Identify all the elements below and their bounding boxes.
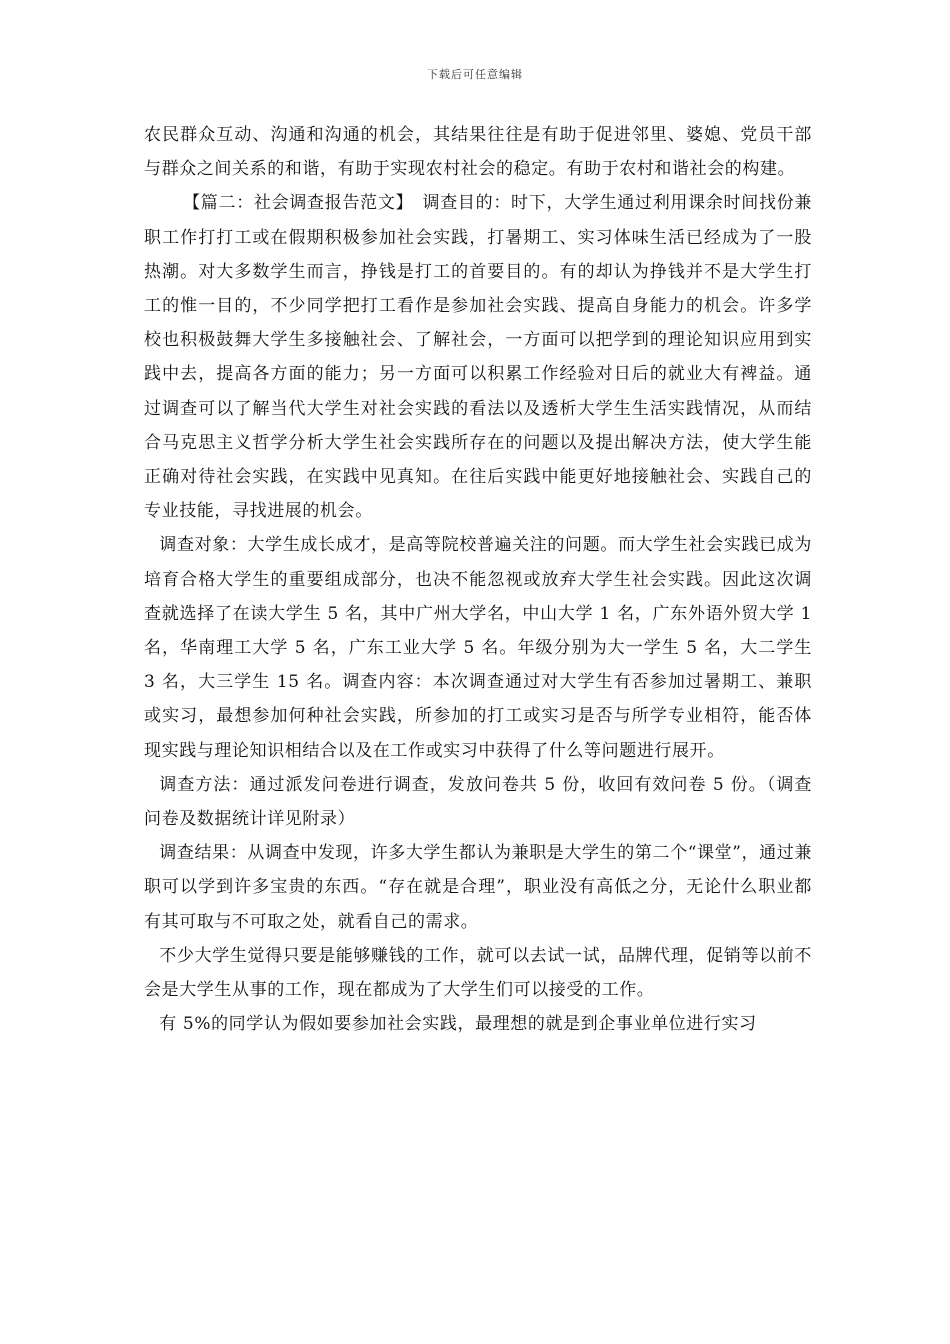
page-header: 下载后可任意编辑 xyxy=(427,68,523,81)
paragraph-survey-results: 调查结果：从调查中发现，许多大学生都认为兼职是大学生的第二个“课堂”，通过兼职可以学到许多宝贵的东西。“存在就是合理”，职业没有高低之分，无论什么职业都有其可取与不可取之处，就看自己的需求。 xyxy=(144,843,812,932)
paragraph-part-time-work: 不少大学生觉得只要是能够赚钱的工作，就可以去试一试，品牌代理，促销等以前不会是大学生从事的工作，现在都成为了大学生们可以接受的工作。 xyxy=(144,945,812,1001)
paragraph-article-two-purpose: 【篇二：社会调查报告范文】 调查目的：时下，大学生通过利用课余时间找份兼职工作打打工或在假期积极参加社会实践，打暑期工、实习体味生活已经成为了一股热潮。对大多数学生而言，挣钱是打工的首要目的。有的却认为挣钱并不是大学生打工的惟一目的，不少同学把打工看作是参加社会实践、提高自身能力的机会。许多学校也积极鼓舞大学生多接触社会、了解社会，一方面可以把学到的理论知识应用到实践中去，提高各方面的能力；另一方面可以积累工作经验对日后的就业大有裨益。通过调查可以了解当代大学生对社会实践的看法以及透析大学生生活实践情况，从而结合马克思主义哲学分析大学生社会实践所存在的问题以及提出解决方法，使大学生能正确对待社会实践，在实践中见真知。在往后实践中能更好地接触社会、实践自己的专业技能，寻找进展的机会。 xyxy=(144,193,812,522)
document-body xyxy=(144,118,812,1041)
paragraph-internship-preference: 有 5%的同学认为假如要参加社会实践，最理想的就是到企事业单位进行实习 xyxy=(159,1014,757,1035)
paragraph-survey-method: 调查方法：通过派发问卷进行调查，发放问卷共 5 份，收回有效问卷 5 份。（调查问卷及数据统计详见附录） xyxy=(144,774,812,830)
paragraph-survey-subjects: 调查对象：大学生成长成才，是高等院校普遍关注的问题。而大学生社会实践已成为培育合格大学生的重要组成部分，也决不能忽视或放弃大学生社会实践。因此这次调查就选择了在读大学生 5 名，其中广州大学名，中山大学 1 名，广东外语外贸大学 1 名，华南理工大学 5 名，广东工业大学 5 名。年级分别为大一学生 5 名，大二学生 3 名，大三学生 15 名。调查内容：本次调查通过对大学生有否参加过暑期工、兼职或实习，最想参加何种社会实践，所参加的打工或实习是否与所学专业相符，能否体现实践与理论知识相结合以及在工作或实习中获得了什么等问题进行展开。 xyxy=(144,535,812,761)
paragraph-intro-continuation: 农民群众互动、沟通和沟通的机会，其结果往往是有助于促进邻里、婆媳、党员干部与群众之间关系的和谐，有助于实现农村社会的稳定。有助于农村和谐社会的构建。 xyxy=(144,125,812,180)
